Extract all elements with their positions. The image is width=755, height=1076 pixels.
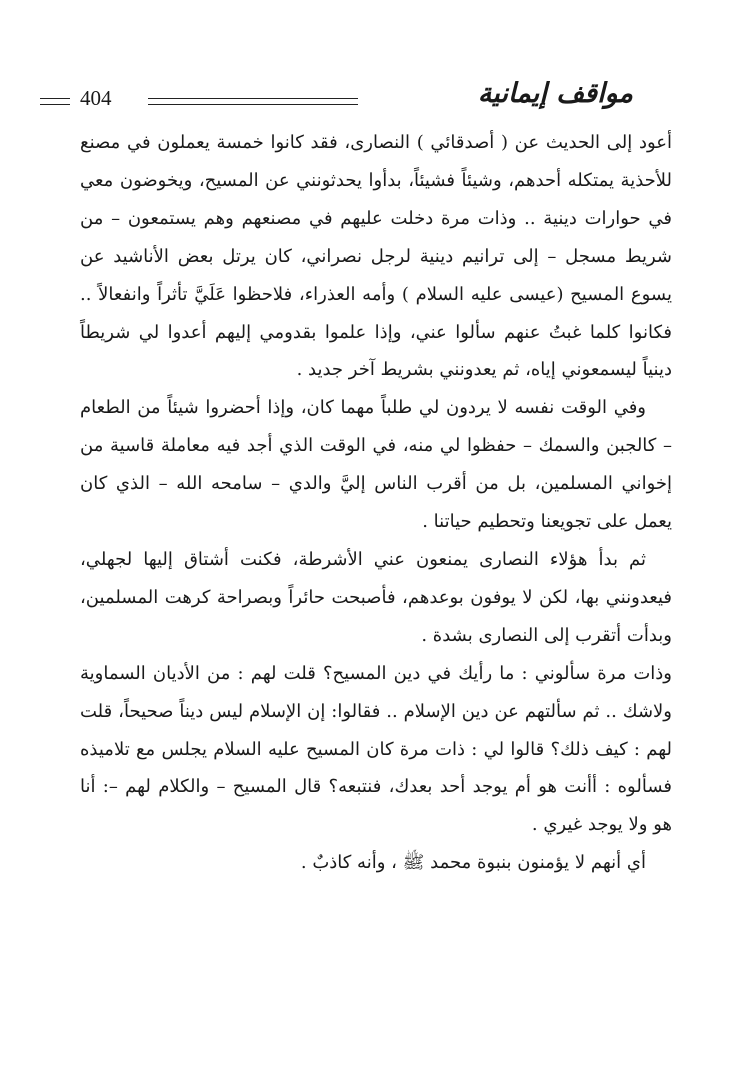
paragraph: ثم بدأ هؤلاء النصارى يمنعون عني الأشرطة، فكنت أشتاق إليها لجهلي، فيعدونني بها، لكن لا يوفون بوعدهم، فأصبحت حائراً وبصراحة كرهت المسلمين، وبدأت أتقرب إلى النصارى بشدة . [80, 548, 672, 646]
page-number: 404 [80, 86, 112, 110]
header-rule-left [40, 98, 70, 105]
body-text [80, 124, 672, 882]
paragraph: أي أنهم لا يؤمنون بنبوة محمد ﷺ ، وأنه كاذبٌ . [300, 852, 646, 874]
paragraph: أعود إلى الحديث عن ( أصدقائي ) النصارى، فقد كانوا خمسة يعملون في مصنع للأحذية يمتكله أحدهم، وشيئاً فشيئاً، بدأوا يحدثونني عن المسيح، ويخوضون معي في حوارات دينية .. وذات مرة دخلت عليهم في مصنعهم وهم يستمعون – من شريط مسجل – إلى ترانيم دينية لرجل نصراني، كان يرتل بعض الأناشيد عن يسوع المسيح (عيسى عليه السلام ) وأمه العذراء، فلاحظوا عَلَيَّ تأثراً وانفعالاً .. فكانوا كلما غبتُ عنهم سألوا عني، وإذا علموا بقدومي إليهم أعدوا لي شريطاً دينياً ليسمعوني إياه، ثم يعدونني بشريط آخر جديد . [80, 132, 672, 381]
paragraph: وذات مرة سألوني : ما رأيك في دين المسيح؟ قلت لهم : من الأديان السماوية ولاشك .. ثم سألتهم عن دين الإسلام .. فقالوا: إن الإسلام ليس ديناً صحيحاً، قلت لهم : كيف ذلك؟ قالوا لي : ذات مرة كان المسيح عليه السلام يجلس مع تلاميذه فسألوه : أأنت هو أم يوجد أحد بعدك، فنتبعه؟ قال المسيح – والكلام لهم –: أنا هو ولا يوجد غيري . [80, 662, 672, 836]
header-rule-middle [148, 98, 358, 105]
running-title: مواقف إيمانية [477, 78, 633, 109]
page-header [80, 74, 653, 126]
paragraph: وفي الوقت نفسه لا يردون لي طلباً مهما كان، وإذا أحضروا شيئاً من الطعام – كالجبن والسمك – حفظوا لي منه، في الوقت الذي أجد فيه معاملة قاسية من إخواني المسلمين، بل من أقرب الناس إليَّ والدي – سامحه الله – الذي كان يعمل على تجويعنا وتحطيم حياتنا . [80, 397, 672, 533]
